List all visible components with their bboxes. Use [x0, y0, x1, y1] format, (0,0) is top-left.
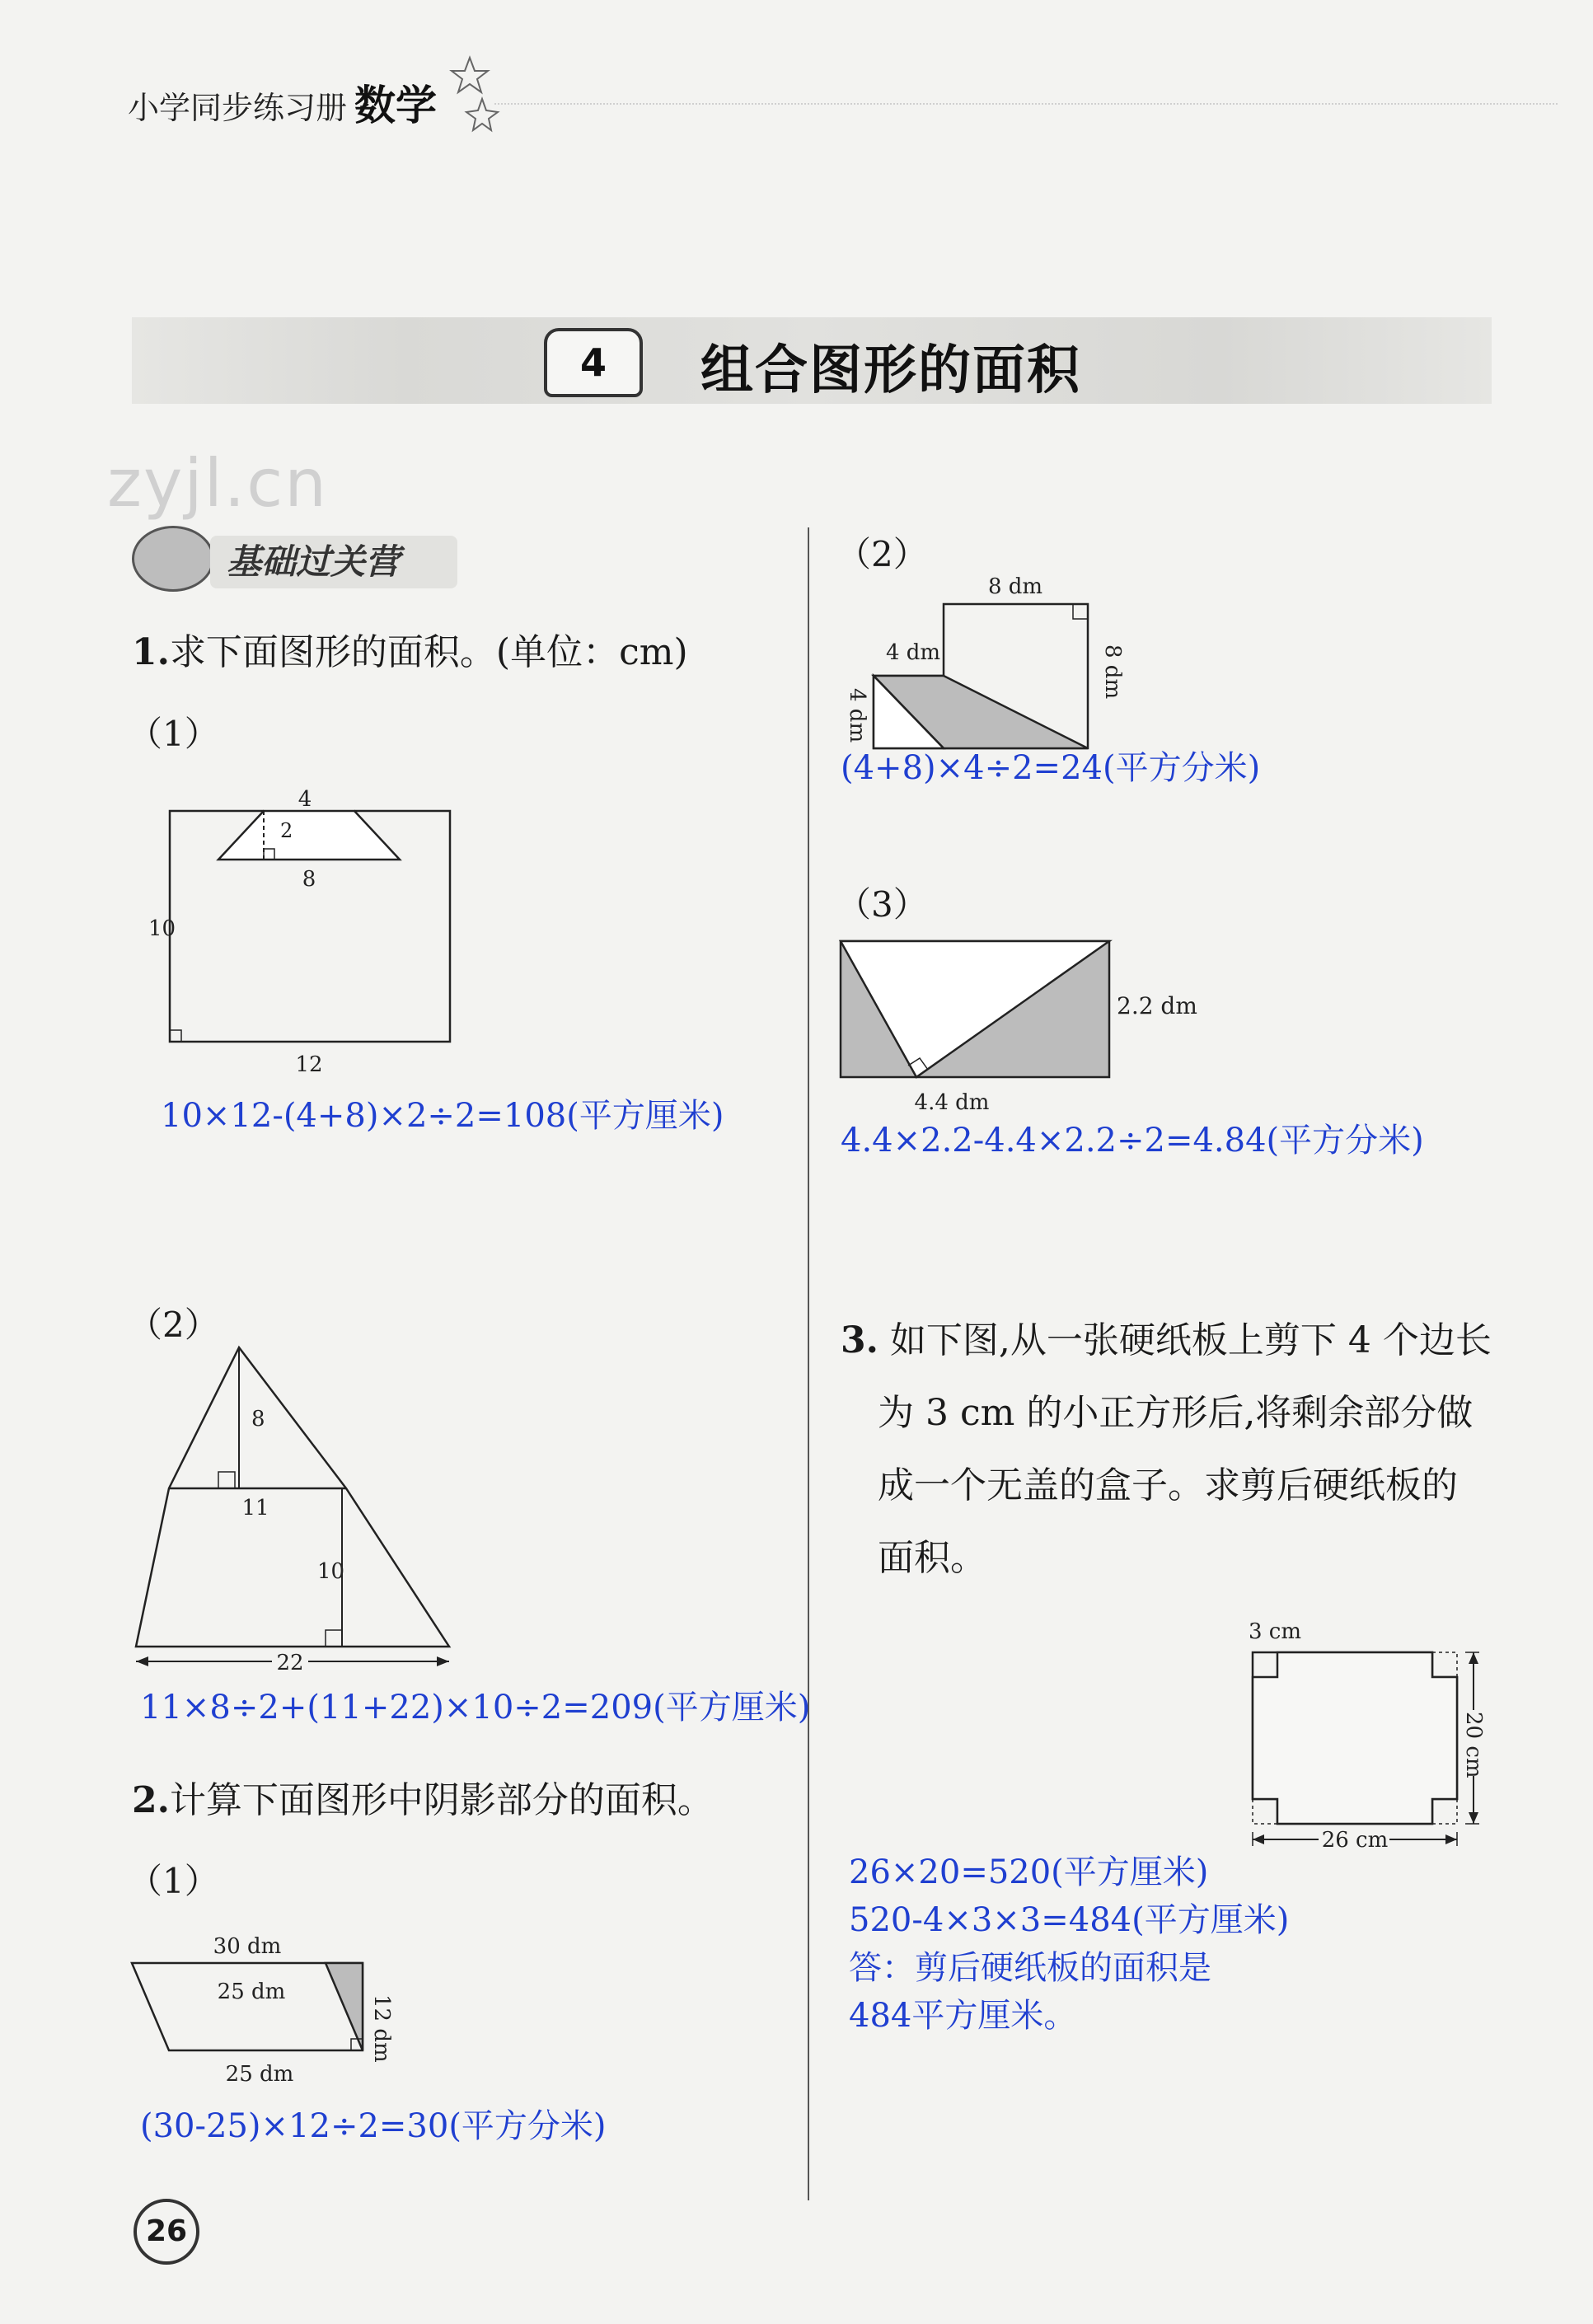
q1-number: 1. — [132, 631, 170, 673]
q2-p3-figure — [832, 931, 1261, 1121]
q2-p1-figure — [124, 1916, 420, 2097]
q1-text: 求下面图形的面积。(单位：cm) — [169, 631, 688, 673]
cardboard-shape — [1253, 1652, 1457, 1824]
subject-title: 数学 — [354, 82, 437, 129]
q2-p1-height-label: 12 dm — [369, 1994, 394, 2063]
trapezoid-cutout — [218, 811, 400, 860]
q1-p1-label: （1） — [128, 714, 219, 754]
q2-p2-right-label: 8 dm — [1100, 644, 1125, 700]
q1-p2-label: （2） — [128, 1305, 219, 1345]
book-title: 小学同步练习册 · — [128, 90, 368, 126]
q1-p1-base-label: 12 — [295, 1052, 323, 1077]
q3-figure — [1211, 1611, 1508, 1858]
shaded-triangle — [326, 1963, 363, 2050]
q3-width-label: 26 cm — [1321, 1828, 1389, 1853]
q2-p3-label: （3） — [836, 884, 928, 925]
q3-line-1 — [841, 1310, 1492, 1363]
q2-p2-answer: (4+8)×4÷2=24(平方分米) — [841, 749, 1261, 787]
q3-number: 3. — [841, 1319, 878, 1361]
q2-p1-label: （1） — [128, 1861, 219, 1901]
trapezoid-shape — [132, 1963, 363, 2050]
q1-p1-figure — [124, 783, 470, 1088]
q1-p1-answer: 10×12-(4+8)×2÷2=108(平方厘米) — [161, 1097, 724, 1135]
q1-p2-h2-label: 10 — [317, 1559, 345, 1584]
q3-answer-1: 26×20=520(平方厘米) — [849, 1853, 1209, 1891]
q2-p2-figure — [841, 569, 1146, 758]
q1-p2-h1-label: 8 — [251, 1407, 265, 1431]
q3-answer-2: 520-4×3×3=484(平方厘米) — [849, 1901, 1290, 1939]
q2-number: 2. — [132, 1779, 170, 1821]
q2-p1-answer: (30-25)×12÷2=30(平方分米) — [140, 2107, 607, 2145]
q2-p1-inner-label: 25 dm — [217, 1980, 286, 2004]
q2-p2-label: （2） — [836, 534, 928, 574]
q3-text-1: 如下图,从一张硬纸板上剪下 4 个边长 — [889, 1319, 1492, 1361]
section-label: 基础过关营 — [210, 536, 457, 588]
q1-p1-height-label: 2 — [280, 819, 293, 842]
lesson-title: 组合图形的面积 — [700, 340, 1081, 401]
q2-p1-bottom-label: 25 dm — [225, 2062, 294, 2087]
star-icon — [445, 49, 503, 140]
q1-title — [132, 622, 688, 675]
lesson-number-badge: 4 — [544, 328, 643, 397]
q2-text: 计算下面图形中阴影部分的面积。 — [169, 1779, 714, 1821]
q3-line-3: 成一个无盖的盒子。求剪后硬纸板的 — [878, 1464, 1458, 1506]
q2-p2-top-label: 8 dm — [987, 574, 1043, 599]
q1-p1-top-label: 4 — [298, 787, 312, 812]
header-divider — [494, 103, 1558, 105]
q2-title — [132, 1770, 714, 1823]
composite-shape — [136, 1347, 449, 1647]
q1-p2-base-label: 22 — [276, 1651, 304, 1675]
watermark: zyjl.cn — [107, 445, 328, 522]
q3-line-4: 面积。 — [878, 1537, 986, 1579]
q3-answer-4: 484平方厘米。 — [849, 1997, 1077, 2035]
column-divider — [808, 527, 809, 2200]
q1-p1-side-label: 10 — [148, 916, 176, 941]
page-number: 26 — [134, 2199, 199, 2265]
q1-p2-answer: 11×8÷2+(11+22)×10÷2=209(平方厘米) — [140, 1689, 811, 1727]
q1-p2-figure — [124, 1343, 470, 1689]
q2-p3-right-label: 2.2 dm — [1117, 992, 1197, 1019]
q2-p2-left-label: 4 dm — [845, 688, 869, 743]
q3-corner-label: 3 cm — [1249, 1619, 1302, 1644]
q3-height-label: 20 cm — [1461, 1712, 1486, 1778]
q1-p1-bottom-label: 8 — [302, 867, 316, 892]
q1-p2-mid-label: 11 — [241, 1496, 269, 1520]
q2-p2-small-top-label: 4 dm — [885, 640, 941, 665]
q3-line-2: 为 3 cm 的小正方形后,将剩余部分做 — [878, 1392, 1474, 1434]
frog-mascot-icon — [132, 526, 214, 592]
q2-p3-bottom-label: 4.4 dm — [914, 1090, 990, 1115]
q2-p1-top-label: 30 dm — [213, 1934, 282, 1959]
q3-answer-3: 答：剪后硬纸板的面积是 — [849, 1949, 1211, 1987]
q2-p3-answer: 4.4×2.2-4.4×2.2÷2=4.84(平方分米) — [841, 1122, 1424, 1160]
